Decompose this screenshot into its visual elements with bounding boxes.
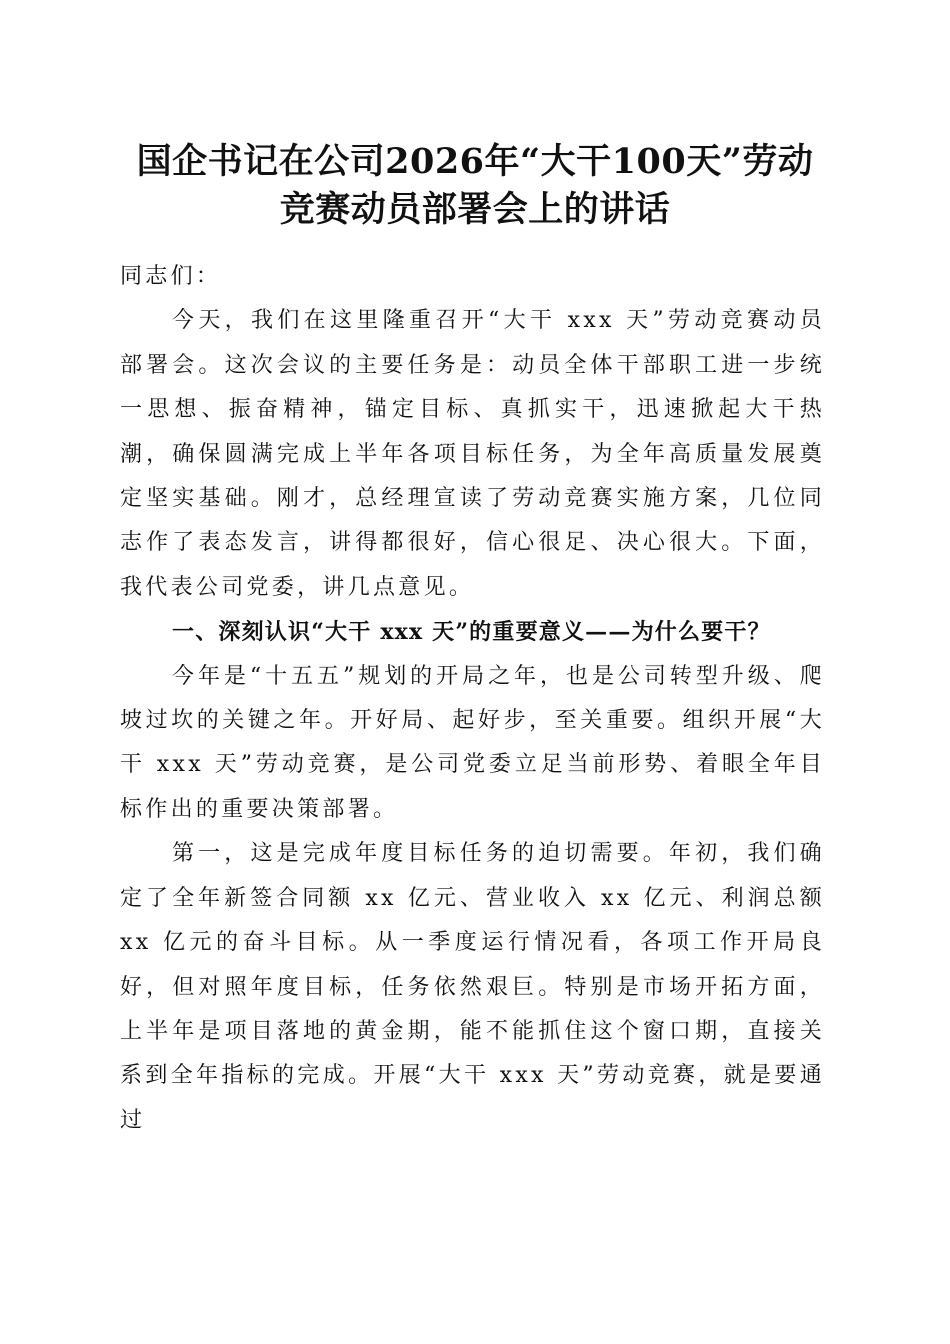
intro-paragraph: 今天，我们在这里隆重召开“大干 xxx 天”劳动竞赛动员部署会。这次会议的主要任务是：动员全体干部职工进一步统一思想、振奋精神，锚定目标、真抓实干，迅速掀起大干热潮，确保圆满完成上半年各项目标任务，为全年高质量发展奠定坚实基础。刚才，总经理宣读了劳动竞赛实施方案，几位同志作了表态发言，讲得都很好，信心很足、决心很大。下面，我代表公司党委，讲几点意见。 bbox=[120, 308, 825, 600]
document-body bbox=[120, 255, 825, 1143]
body-paragraph: 第一，这是完成年度目标任务的迫切需要。年初，我们确定了全年新签合同额 xx 亿元、营业收入 xx 亿元、利润总额 xx 亿元的奋斗目标。从一季度运行情况看，各项工作开局良好，但对照年度目标，任务依然艰巨。特别是市场开拓方面，上半年是项目落地的黄金期，能不能抓住这个窗口期，直接关系到全年指标的完成。开展“大干 xxx 天”劳动竞赛，就是要通过 bbox=[120, 841, 825, 1133]
document-title-line-2: 竞赛动员部署会上的讲话 bbox=[279, 189, 671, 230]
document-title-line-1: 国企书记在公司2026年“大干100天”劳动 bbox=[136, 141, 814, 182]
salutation: 同志们： bbox=[120, 264, 222, 289]
section-heading: 一、深刻认识“大干 xxx 天”的重要意义——为什么要干？ bbox=[172, 619, 771, 646]
body-paragraph: 今年是“十五五”规划的开局之年，也是公司转型升级、爬坡过坎的关键之年。开好局、起好步，至关重要。组织开展“大干 xxx 天”劳动竞赛，是公司党委立足当前形势、着眼全年目标作出的重要决策部署。 bbox=[120, 663, 825, 822]
